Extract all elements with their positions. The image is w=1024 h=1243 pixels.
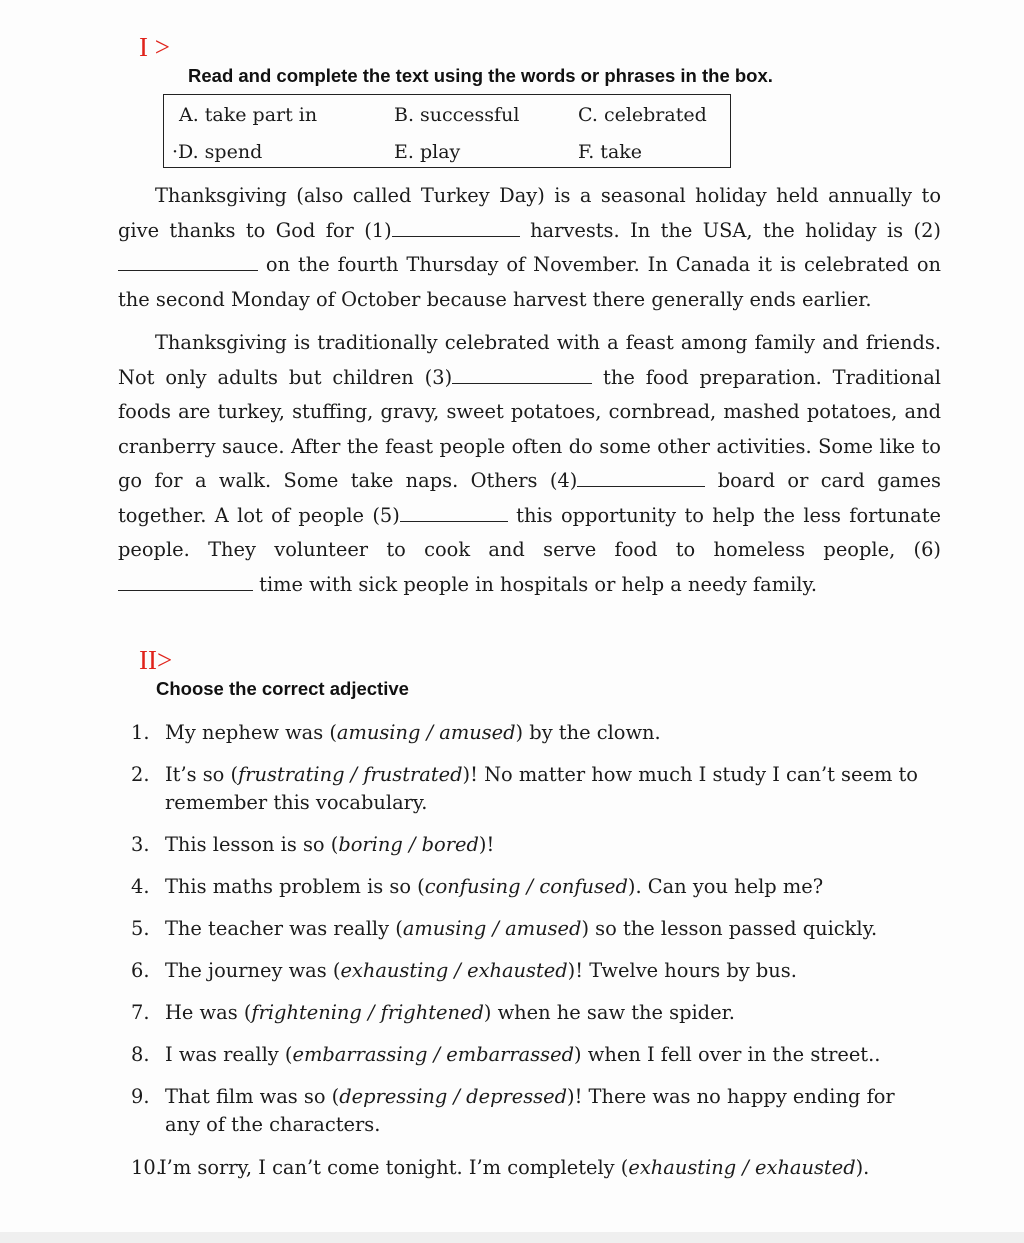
section-1-marker: I > — [139, 32, 170, 62]
blank-1[interactable] — [392, 216, 520, 237]
adjective-choice[interactable]: amusing / amused — [336, 721, 516, 744]
paragraph-1-text-b: harvests. In the USA, the holiday is (2) — [519, 218, 941, 242]
item-text: The teacher was really ( — [165, 917, 403, 940]
option-c: C. celebrated — [578, 104, 707, 126]
item-text: ). Can you help me? — [627, 875, 824, 898]
item-text: ) when I fell over in the street.. — [574, 1043, 881, 1066]
item-text: My nephew was ( — [165, 721, 337, 744]
item-number: 2. — [131, 763, 150, 786]
blank-2[interactable] — [118, 250, 258, 271]
paragraph-2-text-b: the food preparation. Traditional foods are turkey, stuffing, gravy, sweet potatoes, cornbread, mashed potatoes, and cranberry sauce. After the feast people often do some other activities. Some like to go for a walk. Some take naps. Others (4) — [118, 365, 941, 492]
section-2-marker: II> — [139, 645, 173, 675]
adjective-choice[interactable]: amusing / amused — [402, 917, 582, 940]
item-text: )! Twelve hours by bus. — [567, 959, 797, 982]
item-text: ) by the clown. — [515, 721, 661, 744]
option-d: ·D. spend — [172, 141, 263, 163]
blank-3[interactable] — [452, 363, 592, 384]
item-text: I’m sorry, I can’t come tonight. I’m completely ( — [159, 1156, 629, 1179]
word-box — [163, 94, 731, 168]
adjective-choice[interactable]: boring / bored — [338, 833, 479, 856]
section-2-instruction: Choose the correct adjective — [156, 678, 409, 699]
item-number: 5. — [131, 917, 150, 940]
paragraph-2-text-e: time with sick people in hospitals or help a needy family. — [253, 572, 818, 596]
item-number: 8. — [131, 1043, 150, 1066]
item-text: )! — [478, 833, 495, 856]
adjective-choice[interactable]: embarrassing / embarrassed — [292, 1043, 575, 1066]
adjective-choice[interactable]: exhausting / exhausted — [340, 959, 568, 982]
adjective-choice[interactable]: depressing / depressed — [339, 1085, 568, 1108]
item-text: He was ( — [165, 1001, 252, 1024]
item-number: 7. — [131, 1001, 150, 1024]
item-text: ) when he saw the spider. — [483, 1001, 735, 1024]
paragraph-1-text-c: on the fourth Thursday of November. In Canada it is celebrated on the second Monday of October because harvest there generally ends earlier. — [118, 253, 941, 311]
item-text: ) so the lesson passed quickly. — [581, 917, 878, 940]
adjective-choice[interactable]: frustrating / frustrated — [238, 763, 463, 786]
adjective-choice[interactable]: exhausting / exhausted — [628, 1156, 856, 1179]
option-f: F. take — [578, 141, 643, 163]
item-text: )! No matter how much I study I can’t seem to remember this vocabulary. — [165, 763, 918, 814]
blank-5[interactable] — [400, 501, 508, 522]
item-number: 1. — [131, 721, 150, 744]
passage-paragraph-1 — [118, 179, 941, 317]
item-number: 6. — [131, 959, 150, 982]
blank-4[interactable] — [577, 466, 705, 487]
item-number: 9. — [131, 1085, 150, 1108]
item-text: This lesson is so ( — [165, 833, 339, 856]
paragraph-2-text-c: board or card games together. A lot of people (5) — [118, 469, 941, 527]
paragraph-2-text-d: this opportunity to help the less fortunate people. They volunteer to cook and serve food to homeless people, (6) — [118, 503, 941, 561]
option-b: B. successful — [394, 104, 520, 126]
option-e: E. play — [394, 141, 461, 163]
item-number: 3. — [131, 833, 150, 856]
option-a: A. take part in — [179, 104, 318, 126]
paragraph-2-text-a: Thanksgiving is traditionally celebrated with a feast among family and friends. Not only adults but children (3) — [118, 331, 941, 389]
paragraph-1-text-a: Thanksgiving (also called Turkey Day) is a seasonal holiday held annually to give thanks to God for (1) — [118, 184, 941, 242]
adjective-choice[interactable]: confusing / confused — [424, 875, 628, 898]
item-text: ). — [855, 1156, 870, 1179]
item-text: The journey was ( — [165, 959, 341, 982]
item-number: 10. — [131, 1156, 162, 1179]
item-text: It’s so ( — [165, 763, 239, 786]
page-bottom-edge — [0, 1232, 1024, 1243]
item-text: This maths problem is so ( — [165, 875, 425, 898]
section-1-instruction: Read and complete the text using the words or phrases in the box. — [188, 65, 773, 86]
adjective-choice[interactable]: frightening / frightened — [251, 1001, 484, 1024]
item-text: )! There was no happy ending for any of the characters. — [165, 1085, 895, 1136]
blank-6[interactable] — [118, 570, 253, 591]
item-text: That film was so ( — [165, 1085, 340, 1108]
item-text: I was really ( — [165, 1043, 293, 1066]
item-number: 4. — [131, 875, 150, 898]
passage-paragraph-2 — [118, 326, 941, 602]
